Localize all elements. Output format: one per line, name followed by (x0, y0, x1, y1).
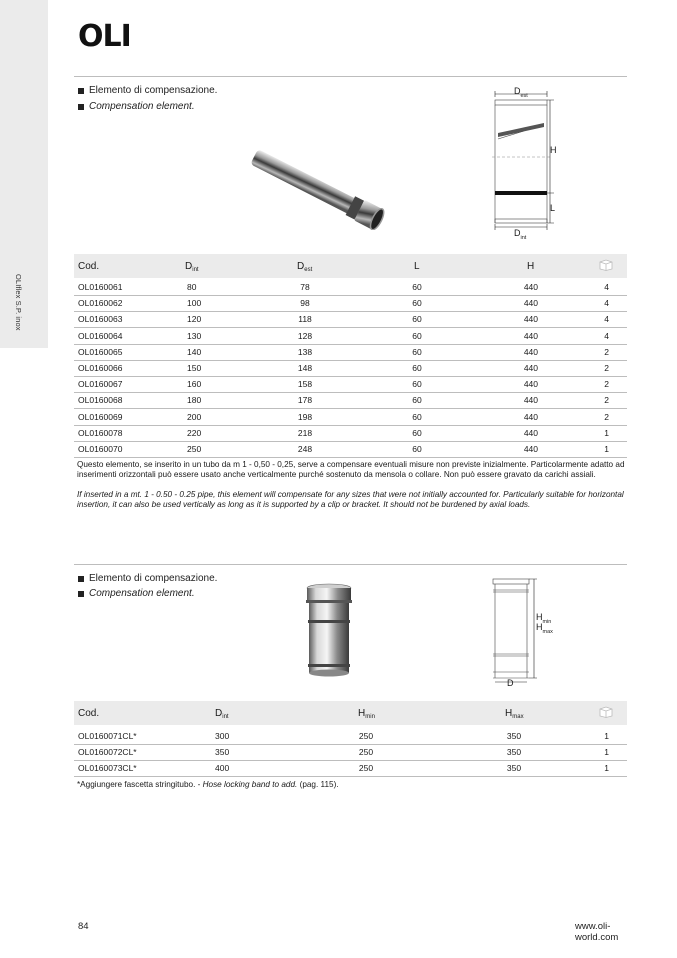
cell-dest: 198 (297, 411, 313, 422)
package-box-icon (599, 259, 613, 271)
cell-cod: OL0160061 (78, 282, 123, 292)
cell-qty: 2 (604, 395, 609, 406)
table2-header (74, 701, 627, 725)
drawing2-label-hmax: $H_{max}$ (536, 622, 553, 635)
cell-l: 60 (412, 363, 422, 373)
table-row (74, 760, 627, 777)
table-row (74, 328, 627, 345)
cell-l: 60 (412, 298, 422, 309)
package-box-icon (599, 706, 613, 718)
section1-title-it-text: Elemento di compensazione. (89, 85, 218, 96)
section1-title-en (78, 101, 195, 112)
cell-h: 440 (523, 411, 538, 422)
cell-qty: 4 (604, 314, 609, 325)
website-url: www.oli-world.com (575, 921, 619, 943)
cell-cod: OL0160070 (78, 444, 123, 454)
cell-dest: 98 (300, 298, 310, 309)
table-row (74, 744, 627, 761)
cell-qty: 2 (604, 346, 609, 357)
col-hmax-header: $H_{max}$ (505, 708, 524, 720)
cell-dint: 150 (187, 363, 202, 373)
cell-hmax: 350 (506, 731, 522, 741)
col-h-header: H (527, 261, 535, 272)
section2-title-it-text: Elemento di compensazione. (89, 573, 218, 584)
col-dest-header: $D_{est}$ (297, 261, 313, 273)
cell-h: 440 (523, 282, 538, 292)
bullet-square-icon (78, 88, 84, 94)
cell-h: 440 (523, 330, 538, 341)
cell-cod: OL0160071CL* (78, 731, 137, 741)
cell-hmax: 350 (506, 763, 522, 773)
col-hmin-header: $H_{min}$ (358, 708, 375, 720)
cell-l: 60 (412, 444, 422, 454)
cell-qty: 4 (604, 298, 609, 309)
section2-divider (74, 564, 627, 565)
drawing2-label-d: D (507, 678, 514, 688)
cell-dest: 178 (297, 395, 313, 406)
col-cod-header: Cod. (78, 708, 100, 719)
cell-dint: 80 (187, 282, 197, 292)
table-row (74, 295, 627, 312)
cell-dint: 350 (215, 747, 230, 757)
cell-qty: 1 (604, 427, 609, 438)
cell-cod: OL0160072CL* (78, 747, 137, 757)
cell-h: 440 (523, 363, 538, 373)
cell-h: 440 (523, 444, 538, 454)
cell-dint: 140 (187, 346, 202, 357)
cell-hmin: 250 (358, 747, 374, 757)
cell-l: 60 (412, 395, 422, 406)
drawing1-label-h: H (550, 145, 557, 155)
cell-hmax: 350 (506, 747, 522, 757)
table1-header (74, 254, 627, 278)
cell-hmin: 250 (358, 731, 374, 741)
col-l-header: L (414, 261, 420, 272)
cell-qty: 4 (604, 282, 609, 292)
cell-cod: OL0160068 (78, 395, 123, 406)
col-dint-header: $D_{int}$ (215, 708, 229, 720)
table-row (74, 392, 627, 409)
table-row (74, 425, 627, 442)
cell-dest: 128 (297, 330, 313, 341)
cell-dint: 130 (187, 330, 202, 341)
cell-qty: 1 (604, 731, 609, 741)
cell-dint: 100 (187, 298, 202, 309)
cell-dest: 218 (297, 427, 313, 438)
product-image-telescopic-pipe (302, 582, 362, 682)
bullet-square-icon (78, 576, 84, 582)
cell-dint: 400 (215, 763, 230, 773)
drawing1-label-dint: $D_{int}$ (514, 228, 527, 241)
cell-dest: 118 (298, 314, 312, 325)
cell-dint: 180 (187, 395, 202, 406)
section1-divider (74, 76, 627, 77)
oli-logo: OLI (78, 19, 131, 54)
col-cod-header: Cod. (78, 261, 100, 272)
cell-qty: 1 (604, 747, 609, 757)
cell-qty: 1 (604, 763, 609, 773)
cell-h: 440 (523, 346, 538, 357)
section1-note-it: Questo elemento, se inserito in un tubo da m 1 - 0,50 - 0,25, serve a compensare eventuali misure non previste inizialmente. Particolarmente adatto ad inserimenti orizzontali può essere usato anche verticalmente purché sostenuto da mensola o collare. Non può essere gravato da carichi assiali. (77, 460, 625, 480)
cell-qty: 2 (604, 363, 609, 373)
section2-title-en-text: Compensation element. (89, 588, 195, 599)
cell-cod: OL0160064 (78, 330, 123, 341)
table-row (74, 441, 627, 458)
cell-dint: 200 (187, 411, 202, 422)
cell-qty: 2 (604, 379, 609, 390)
cell-qty: 4 (604, 330, 609, 341)
cell-dest: 78 (300, 282, 310, 292)
cell-dest: 138 (297, 346, 313, 357)
cell-dint: 220 (187, 427, 202, 438)
table-row (74, 344, 627, 361)
table-row (74, 409, 627, 426)
product-image-compensation-pipe (250, 135, 410, 230)
cell-l: 60 (412, 379, 422, 390)
bullet-square-icon (78, 104, 84, 110)
cell-h: 440 (523, 395, 538, 406)
section1-note-en: If inserted in a mt. 1 - 0.50 - 0.25 pipe, this element will compensate for any sizes that were not initially accounted for. Particularly suitable for horizontal insertion, it can also be used vertically as long as it is supported by a clip or bracket. It should not be burdened by axial loads. (77, 490, 624, 510)
drawing1-label-l: L (550, 203, 556, 213)
bullet-square-icon (78, 591, 84, 597)
cell-cod: OL0160065 (78, 346, 123, 357)
table-row (74, 376, 627, 393)
cell-dint: 250 (187, 444, 202, 454)
cell-cod: OL0160067 (78, 379, 123, 390)
cell-cod: OL0160066 (78, 363, 123, 373)
cell-cod: OL0160063 (78, 314, 123, 325)
cell-l: 60 (412, 411, 422, 422)
cell-dest: 158 (297, 379, 313, 390)
cell-l: 60 (412, 282, 422, 292)
section2-footnote: *Aggiungere fascetta stringitubo. - Hose locking band to add. (pag. 115). (77, 780, 339, 789)
drawing2-label-hmin: $H_{min}$ (536, 612, 552, 625)
cell-qty: 2 (604, 411, 609, 422)
cell-h: 440 (523, 314, 538, 325)
sidebar-label: OLIflex S.P. inox (14, 274, 23, 331)
cell-dint: 300 (215, 731, 230, 741)
cell-dint: 160 (187, 379, 202, 390)
cell-hmin: 250 (358, 763, 374, 773)
col-dint-header: $D_{int}$ (185, 261, 199, 273)
cell-l: 60 (412, 314, 422, 325)
table-row (74, 311, 627, 328)
technical-drawing-1 (484, 83, 574, 243)
cell-h: 440 (523, 379, 538, 390)
sidebar-tab (0, 0, 48, 348)
section1-title-en-text: Compensation element. (89, 101, 195, 112)
cell-cod: OL0160069 (78, 411, 123, 422)
cell-l: 60 (412, 330, 422, 341)
cell-l: 60 (412, 427, 422, 438)
section2-title-en (78, 588, 195, 599)
cell-dint: 120 (187, 314, 202, 325)
table-row (74, 360, 627, 377)
cell-qty: 1 (604, 444, 609, 454)
cell-h: 440 (523, 298, 538, 309)
page-number: 84 (78, 921, 89, 932)
cell-dest: 248 (297, 444, 313, 454)
table-row (74, 279, 627, 296)
cell-dest: 148 (297, 363, 313, 373)
cell-cod: OL0160078 (78, 427, 123, 438)
cell-l: 60 (412, 346, 422, 357)
section2-title-it (78, 573, 217, 584)
cell-cod: OL0160073CL* (78, 763, 137, 773)
cell-cod: OL0160062 (78, 298, 123, 309)
cell-h: 440 (523, 427, 538, 438)
table-row (74, 728, 627, 745)
section1-title-it (78, 85, 217, 96)
drawing1-label-dest: $D_{est}$ (514, 86, 528, 99)
